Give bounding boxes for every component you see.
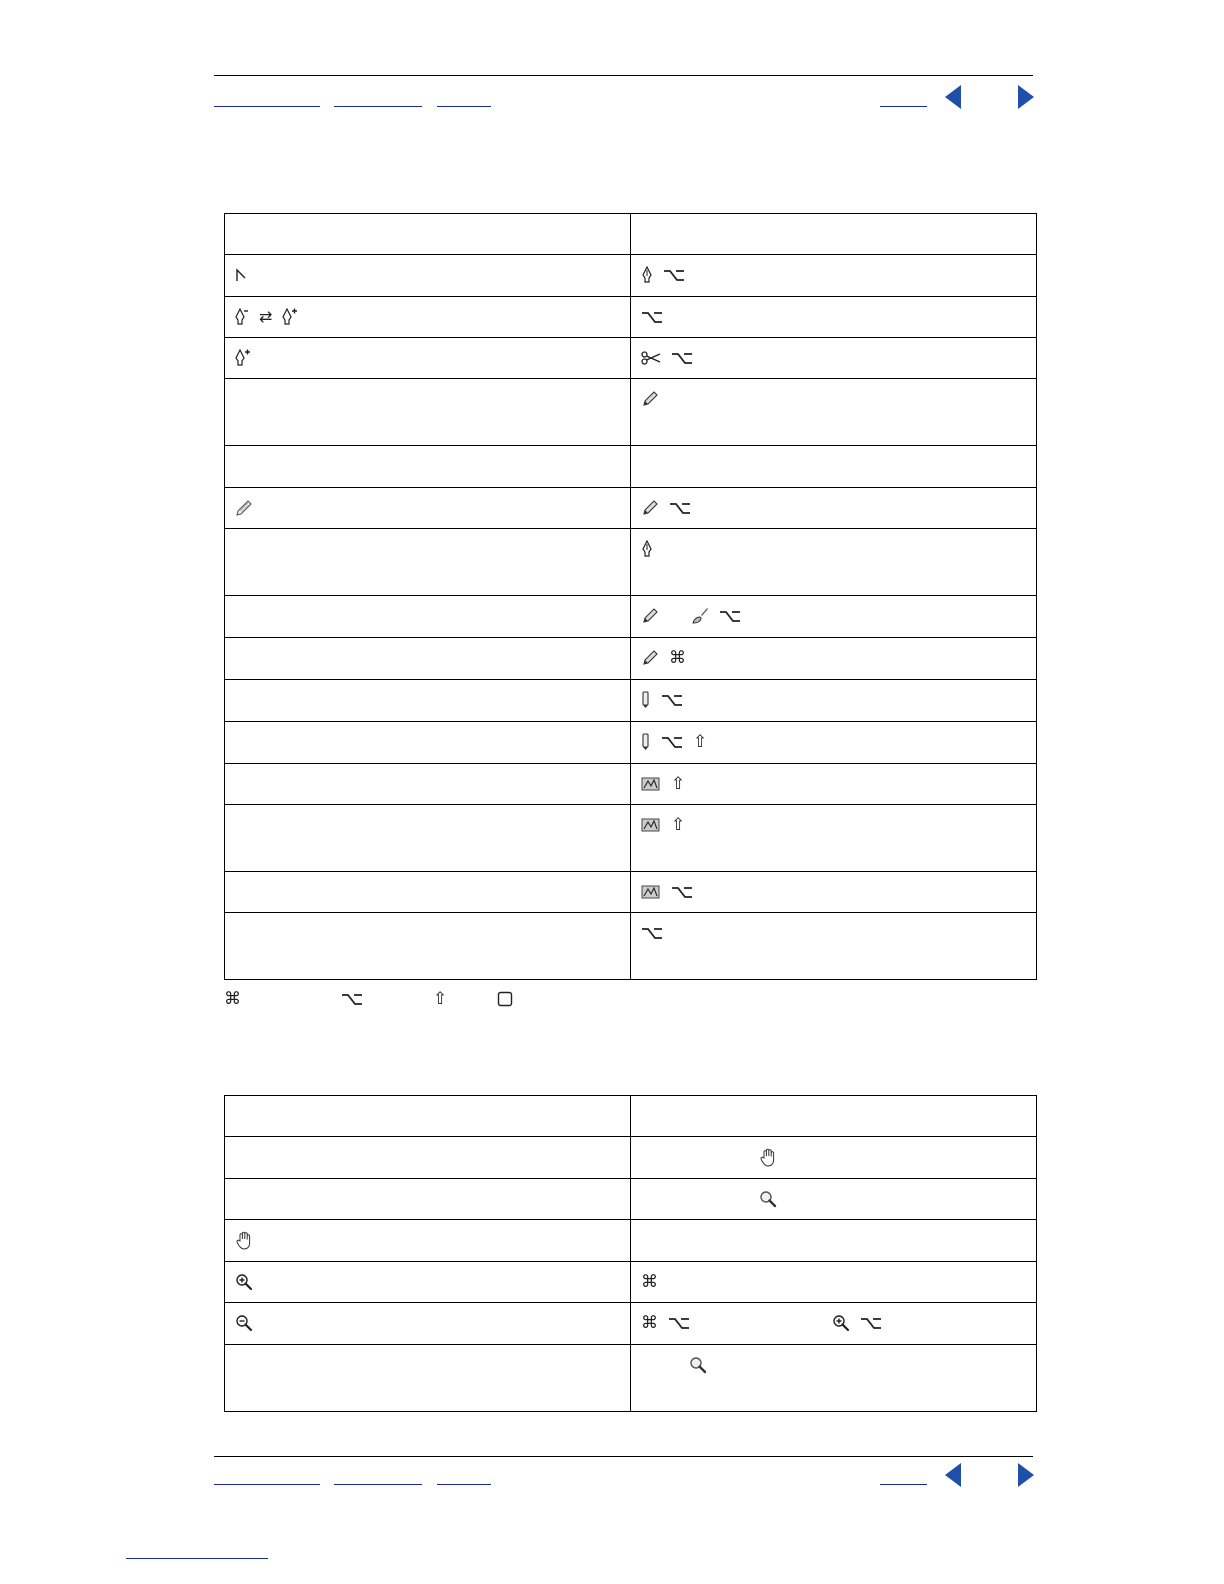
- pencil-tool-icon: [641, 649, 659, 667]
- option-key-icon: [671, 351, 693, 365]
- previous-page-arrow-icon[interactable]: [945, 1463, 961, 1487]
- table-row: [225, 872, 1037, 913]
- nav-link-index[interactable]: [334, 106, 422, 107]
- table-row: [225, 529, 1037, 596]
- zoom-in-icon: [832, 1314, 850, 1332]
- key-legend: [224, 988, 513, 1010]
- zoom-in-icon: [235, 1273, 253, 1291]
- convert-anchor-point-icon: [235, 268, 247, 282]
- zoom-out-icon: [235, 1314, 253, 1332]
- top-rule: [214, 75, 1033, 76]
- shift-key-icon: ⇧: [671, 773, 686, 794]
- delete-anchor-point-icon: [235, 308, 249, 326]
- header-cell-result: [225, 1096, 631, 1137]
- view-shortcuts-table: [224, 1095, 1037, 1412]
- table-row: [225, 1345, 1037, 1412]
- nav-link-help[interactable]: [437, 1484, 491, 1485]
- header-cell-shortcut: [631, 214, 1037, 255]
- table-row: [225, 255, 1037, 297]
- footer-link[interactable]: [126, 1558, 268, 1559]
- table-row: [225, 1179, 1037, 1220]
- table-row: [225, 596, 1037, 638]
- table-row: [225, 638, 1037, 680]
- pencil-tool-icon: [641, 607, 659, 625]
- command-key-icon: ⌘: [641, 1312, 658, 1333]
- zoom-tool-icon: [759, 1190, 777, 1208]
- next-page-arrow-icon[interactable]: [1018, 1463, 1034, 1487]
- option-key-icon: [719, 609, 741, 623]
- nav-link-index[interactable]: [334, 1484, 422, 1485]
- scissors-tool-icon: [641, 351, 661, 365]
- nav-link-help[interactable]: [437, 106, 491, 107]
- table-row: [225, 805, 1037, 872]
- table-row: [225, 1220, 1037, 1262]
- table-row: [225, 488, 1037, 529]
- table-row: [225, 379, 1037, 446]
- pencil-tool-icon: [641, 390, 659, 408]
- option-key-icon: [663, 268, 685, 282]
- pencil-tool-icon: [641, 499, 659, 517]
- hand-tool-icon: [759, 1147, 779, 1167]
- eraser-tool-icon: [641, 733, 651, 751]
- table-row: [225, 446, 1037, 488]
- table-row: [225, 913, 1037, 980]
- add-anchor-point-icon: [235, 349, 251, 367]
- option-key-icon: [661, 735, 683, 749]
- smooth-tool-icon: [235, 499, 253, 517]
- command-key-icon: ⌘: [641, 1271, 658, 1292]
- table-row: [225, 1303, 1037, 1345]
- live-trace-icon: [641, 885, 661, 899]
- table-row: [225, 722, 1037, 764]
- pen-tool-icon: [641, 540, 653, 558]
- table-header-row: [225, 1096, 1037, 1137]
- tools-shortcuts-table: [224, 213, 1037, 980]
- table-row: [225, 338, 1037, 379]
- pen-tool-icon: [641, 266, 653, 284]
- nav-link-back[interactable]: [880, 106, 927, 107]
- shift-key-icon: ⇧: [671, 814, 686, 835]
- option-key-icon: [661, 693, 683, 707]
- table-header-row: [225, 214, 1037, 255]
- table-row: [225, 1262, 1037, 1303]
- hand-tool-icon: [235, 1230, 255, 1250]
- table-row: [225, 680, 1037, 722]
- table-row: [225, 297, 1037, 338]
- toggle-arrows-icon: ⇄: [259, 307, 273, 326]
- header-cell-result: [225, 214, 631, 255]
- option-key-icon: [341, 992, 363, 1006]
- add-anchor-point-icon: [282, 308, 298, 326]
- table-row: [225, 764, 1037, 805]
- zoom-tool-icon: [689, 1356, 707, 1374]
- option-key-icon: [671, 885, 693, 899]
- header-cell-shortcut: [631, 1096, 1037, 1137]
- nav-link-back[interactable]: [880, 1484, 927, 1485]
- bottom-rule: [214, 1456, 1033, 1457]
- paintbrush-tool-icon: [691, 607, 709, 625]
- live-trace-icon: [641, 777, 661, 791]
- shift-key-icon: ⇧: [693, 731, 708, 752]
- option-key-icon: [668, 1316, 690, 1330]
- option-key-icon: [860, 1316, 882, 1330]
- command-key-icon: ⌘: [224, 988, 241, 1009]
- previous-page-arrow-icon[interactable]: [945, 85, 961, 109]
- command-key-icon: ⌘: [669, 647, 686, 668]
- next-page-arrow-icon[interactable]: [1018, 85, 1034, 109]
- option-key-icon: [669, 501, 691, 515]
- option-key-icon: [641, 926, 663, 940]
- live-trace-icon: [641, 818, 661, 832]
- eraser-tool-icon: [641, 691, 651, 709]
- table-row: [225, 1137, 1037, 1179]
- shift-key-icon: ⇧: [433, 988, 448, 1009]
- nav-link-contents[interactable]: [214, 1484, 320, 1485]
- nav-link-contents[interactable]: [214, 106, 320, 107]
- control-key-icon: [497, 991, 513, 1007]
- option-key-icon: [641, 310, 663, 324]
